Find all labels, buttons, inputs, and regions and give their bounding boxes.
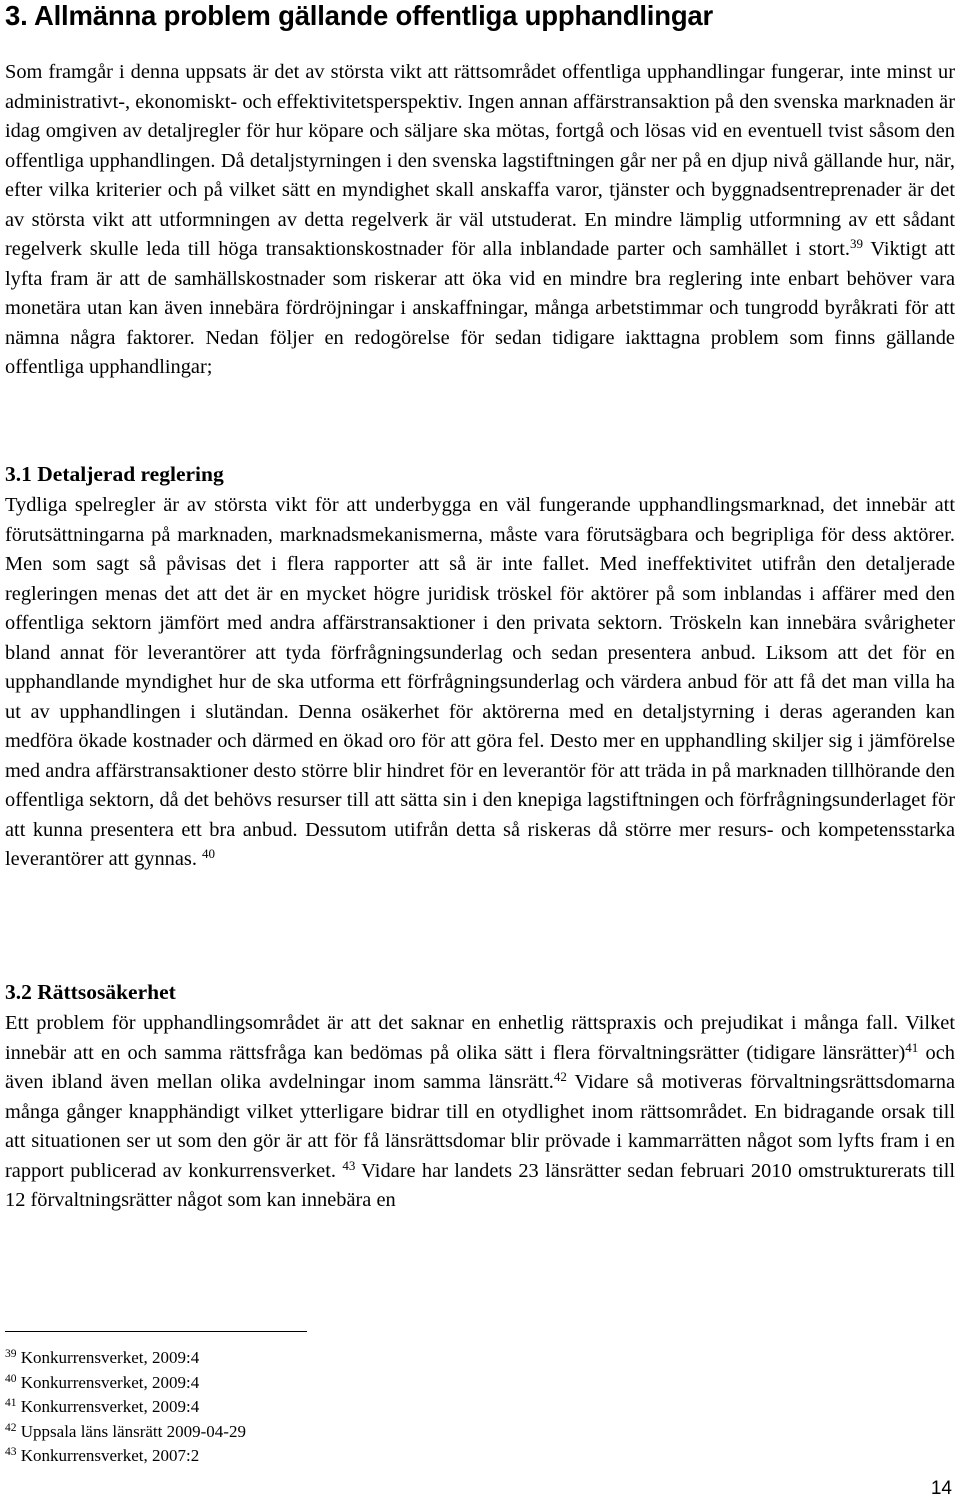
footnotes: [5, 1346, 705, 1469]
footnote-text: Konkurrensverket, 2009:4: [20, 1348, 200, 1367]
footnote-item: [5, 1346, 705, 1371]
footnote-item: [5, 1420, 705, 1445]
chapter-title: 3. Allmänna problem gällande offentliga upphandlingar: [5, 0, 714, 31]
footnote-item: [5, 1395, 705, 1420]
section-3-1-paragraph: [5, 491, 955, 875]
footnote-text: Uppsala läns länsrätt 2009-04-29: [20, 1421, 246, 1441]
footnote-item: [5, 1371, 705, 1396]
footnote-number: 40: [5, 1372, 17, 1385]
footnote-text: Konkurrensverket, 2009:4: [20, 1372, 200, 1392]
section-3-2-text-4: Vidare har landets 23 länsrätter sedan februari 2010 omstrukturerats till 12 förvaltningsrätter något som kan innebära en: [5, 1159, 955, 1211]
section-3-2-text-3: Vidare så motiveras förvaltningsrättsdomarna många gånger knapphändigt vilket ytterligare bidrar till en otydlighet inom rättsområdet. En bidragande orsak till att situationen ser ut som den gör är att för få länsrättsdomar blir prövade i kammarrätten något som lyfts fram i en rapport publicerad av konkurrensverket.: [5, 1071, 955, 1182]
section-heading-3-1: 3.1 Detaljerad reglering: [5, 462, 224, 486]
footnote-number: 43: [5, 1446, 17, 1458]
footnote-ref-40[interactable]: 40: [202, 846, 216, 861]
section-3-1-text: Tydliga spelregler är av största vikt för att underbygga en väl fungerande upphandlingsmarknad, det innebär att förutsättningarna på marknaden, marknadsmekanismerna, måste vara förutsägbara och begripliga för dess aktörer. Men som sagt så påvisas det i flera rapporter att så är inte fallet. Med ineffektivitet utifrån den detaljerade regleringen menas det att det är en mycket högre juridisk tröskel för aktörer på som inblandas i affärer med den offentliga sektorn jämfört med andra affärstransaktioner i den privata sektorn. Tröskeln kan innebära svårigheter bland annat för leverantörer att tyda förfrågningsunderlag och sedan presentera anbud. Liksom att det för en upphandlande myndighet hur de ska utforma ett förfrågningsunderlag och värdera anbud för att få det man villa ha ut av upphandlingen i slutändan. Denna osäkerhet för aktörerna med en detaljstyrning i deras ageranden kan medföra ökade kostnader och därmed en ökad oro för att göra fel. Desto mer en upphandling skiljer sig i jämförelse med andra affärstransaktioner desto större blir hindret för en leverantör för att träda in på marknaden tillhörande den offentliga sektorn, då det behövs resurser till att sätta sin i den knepiga lagstiftningen och förfrågningsunderlaget för att kunna presentera ett bra anbud. Dessutom utifrån detta så riskeras då större mer resurs- och kompetensstarka leverantörer att gynnas.: [5, 494, 955, 870]
footnote-ref-41[interactable]: 41: [905, 1039, 919, 1055]
intro-text: Som framgår i denna uppsats är det av största vikt att rättsområdet offentliga upphandlingar fungerar, inte minst ur administrativt-, ekonomiskt- och effektivitetsperspektiv. Ingen annan affärstransaktion på den svenska marknaden är idag omgiven av detaljregler för hur köpare och säljare ska mötas, fortgå och lösas vid en eventuell tvist såsom den offentliga upphandlingen. Då detaljstyrningen i den svenska lagstiftningen går ner på en djup nivå gällande hur, när, efter vilka kriterier och på vilket sätt en myndighet skall anskaffa varor, tjänster och byggnadsentreprenader är det av största vikt att utformningen av detta regelverk är väl utstuderat. En mindre lämplig utformning av ett sådant regelverk skulle leda till höga transaktionskostnader för alla inblandade parter och samhället i stort.: [5, 61, 955, 260]
footnote-number: 39: [5, 1348, 17, 1360]
intro-text-continued: Viktigt att lyfta fram är att de samhällskostnader som riskerar att öka vid en mindre bra reglering inte enbart behöver vara monetära utan kan även innebära fördröjningar i anskaffningar, många arbetstimmar och tungrodd byråkrati för att nämna några faktorer. Nedan följer en redogörelse för sedan tidigare iakttagna problem som finns gällande offentliga upphandlingar;: [5, 238, 955, 378]
footnote-ref-39[interactable]: 39: [849, 236, 863, 251]
footnote-ref-43[interactable]: 43: [342, 1157, 356, 1173]
footnote-number: 41: [5, 1397, 17, 1409]
footnote-ref-42[interactable]: 42: [553, 1069, 567, 1084]
section-3-2-paragraph: [5, 1009, 955, 1216]
section-heading-3-2: 3.2 Rättsosäkerhet: [5, 980, 176, 1004]
section-3-2-text-1: Ett problem för upphandlingsområdet är att det saknar en enhetlig rättspraxis och prejudikat i många fall. Vilket innebär att en och samma rättsfråga kan bedömas på olika sätt i flera förvaltningsrätter (tidigare länsrätter): [5, 1012, 955, 1064]
intro-paragraph: [5, 58, 955, 383]
footnote-number: 42: [5, 1421, 17, 1434]
footnote-text: Konkurrensverket, 2007:2: [20, 1446, 200, 1465]
section-3-2-text-2: och även ibland även mellan olika avdelningar inom samma länsrätt.: [5, 1041, 955, 1093]
page-number: 14: [930, 1478, 952, 1499]
footnote-text: Konkurrensverket, 2009:4: [20, 1397, 200, 1416]
footnote-separator: [5, 1331, 307, 1332]
footnote-item: [5, 1444, 705, 1469]
